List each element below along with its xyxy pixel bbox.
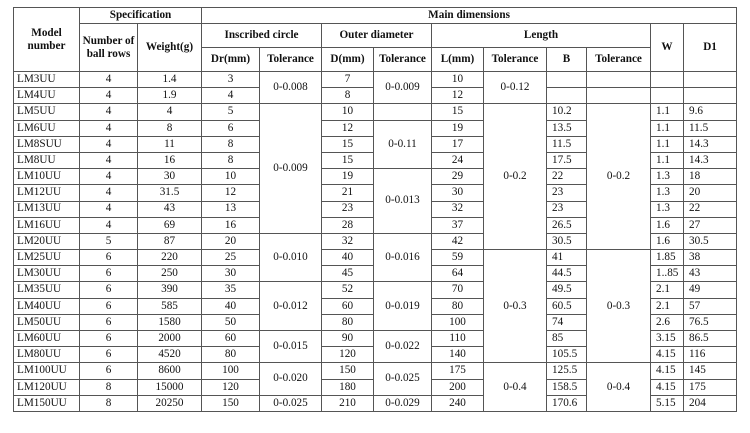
d1-cell: 76.5 bbox=[684, 314, 737, 330]
model-cell: LM100UU bbox=[14, 363, 80, 379]
header-dr-tolerance: Tolerance bbox=[260, 48, 322, 72]
l-tolerance-cell: 0-0.2 bbox=[484, 104, 547, 250]
l-tolerance-cell: 0-0.3 bbox=[484, 250, 547, 363]
l-cell: 110 bbox=[432, 331, 484, 347]
weight-cell: 16 bbox=[138, 152, 202, 168]
d1-cell: 18 bbox=[684, 169, 737, 185]
b-cell: 10.2 bbox=[547, 104, 587, 120]
header-d: D(mm) bbox=[322, 48, 374, 72]
b-cell: 85 bbox=[547, 331, 587, 347]
ball-rows-cell: 4 bbox=[80, 217, 138, 233]
model-cell: LM25UU bbox=[14, 250, 80, 266]
w-cell: 1.1 bbox=[651, 136, 684, 152]
d-cell: 90 bbox=[322, 331, 374, 347]
b-cell: 105.5 bbox=[547, 347, 587, 363]
weight-cell: 250 bbox=[138, 266, 202, 282]
weight-cell: 585 bbox=[138, 298, 202, 314]
d-cell: 7 bbox=[322, 72, 374, 88]
model-cell: LM8UU bbox=[14, 152, 80, 168]
ball-rows-cell: 8 bbox=[80, 395, 138, 411]
d-tolerance-cell: 0-0.029 bbox=[374, 395, 432, 411]
d-cell: 21 bbox=[322, 185, 374, 201]
model-cell: LM30UU bbox=[14, 266, 80, 282]
header-outer-diameter: Outer diameter bbox=[322, 24, 432, 48]
l-cell: 19 bbox=[432, 120, 484, 136]
b-tolerance-cell bbox=[587, 72, 651, 88]
dr-cell: 8 bbox=[202, 136, 260, 152]
weight-cell: 31.5 bbox=[138, 185, 202, 201]
w-cell: 1.1 bbox=[651, 152, 684, 168]
d1-cell: 175 bbox=[684, 379, 737, 395]
dr-cell: 100 bbox=[202, 363, 260, 379]
dr-cell: 50 bbox=[202, 314, 260, 330]
b-tolerance-cell bbox=[587, 88, 651, 104]
ball-rows-cell: 4 bbox=[80, 185, 138, 201]
l-cell: 15 bbox=[432, 104, 484, 120]
ball-rows-cell: 6 bbox=[80, 314, 138, 330]
d-cell: 28 bbox=[322, 217, 374, 233]
l-cell: 100 bbox=[432, 314, 484, 330]
weight-cell: 4520 bbox=[138, 347, 202, 363]
header-b-tolerance: Tolerance bbox=[587, 48, 651, 72]
model-cell: LM6UU bbox=[14, 120, 80, 136]
l-cell: 30 bbox=[432, 185, 484, 201]
w-cell bbox=[651, 88, 684, 104]
header-main-dimensions: Main dimensions bbox=[202, 8, 737, 24]
w-cell: 2.1 bbox=[651, 298, 684, 314]
dr-tolerance-cell: 0-0.008 bbox=[260, 72, 322, 104]
b-cell: 158.5 bbox=[547, 379, 587, 395]
b-tolerance-cell: 0-0.4 bbox=[587, 363, 651, 412]
w-cell: 1.3 bbox=[651, 169, 684, 185]
w-cell: 1.6 bbox=[651, 217, 684, 233]
weight-cell: 1580 bbox=[138, 314, 202, 330]
d1-cell: 20 bbox=[684, 185, 737, 201]
w-cell: 4.15 bbox=[651, 363, 684, 379]
d1-cell: 116 bbox=[684, 347, 737, 363]
d1-cell: 49 bbox=[684, 282, 737, 298]
weight-cell: 20250 bbox=[138, 395, 202, 411]
d1-cell: 22 bbox=[684, 201, 737, 217]
d-cell: 45 bbox=[322, 266, 374, 282]
model-cell: LM10UU bbox=[14, 169, 80, 185]
ball-rows-cell: 4 bbox=[80, 88, 138, 104]
model-cell: LM60UU bbox=[14, 331, 80, 347]
d1-cell: 14.3 bbox=[684, 152, 737, 168]
b-cell: 17.5 bbox=[547, 152, 587, 168]
dr-tolerance-cell: 0-0.025 bbox=[260, 395, 322, 411]
ball-rows-cell: 5 bbox=[80, 233, 138, 249]
header-w: W bbox=[651, 24, 684, 72]
table-row bbox=[14, 72, 737, 88]
w-cell: 2.6 bbox=[651, 314, 684, 330]
d-cell: 19 bbox=[322, 169, 374, 185]
model-cell: LM8SUU bbox=[14, 136, 80, 152]
ball-rows-cell: 4 bbox=[80, 136, 138, 152]
b-cell: 23 bbox=[547, 201, 587, 217]
header-inscribed-circle: Inscribed circle bbox=[202, 24, 322, 48]
d-cell: 10 bbox=[322, 104, 374, 120]
weight-cell: 220 bbox=[138, 250, 202, 266]
dr-tolerance-cell: 0-0.015 bbox=[260, 331, 322, 363]
d-cell: 12 bbox=[322, 120, 374, 136]
ball-rows-cell: 4 bbox=[80, 120, 138, 136]
weight-cell: 1.9 bbox=[138, 88, 202, 104]
ball-rows-cell: 6 bbox=[80, 331, 138, 347]
w-cell bbox=[651, 72, 684, 88]
l-tolerance-cell: 0-0.12 bbox=[484, 72, 547, 104]
dr-cell: 3 bbox=[202, 72, 260, 88]
dr-cell: 20 bbox=[202, 233, 260, 249]
w-cell: 2.1 bbox=[651, 282, 684, 298]
d-cell: 15 bbox=[322, 152, 374, 168]
d1-cell: 9.6 bbox=[684, 104, 737, 120]
b-cell: 11.5 bbox=[547, 136, 587, 152]
d-tolerance-cell: 0-0.022 bbox=[374, 331, 432, 363]
model-cell: LM13UU bbox=[14, 201, 80, 217]
ball-rows-cell: 4 bbox=[80, 201, 138, 217]
dr-cell: 13 bbox=[202, 201, 260, 217]
header-model-number: Model number bbox=[14, 8, 80, 72]
b-cell bbox=[547, 72, 587, 88]
dr-cell: 5 bbox=[202, 104, 260, 120]
weight-cell: 43 bbox=[138, 201, 202, 217]
model-cell: LM3UU bbox=[14, 72, 80, 88]
d1-cell: 145 bbox=[684, 363, 737, 379]
d-cell: 15 bbox=[322, 136, 374, 152]
b-cell: 74 bbox=[547, 314, 587, 330]
dr-cell: 60 bbox=[202, 331, 260, 347]
d-tolerance-cell: 0-0.013 bbox=[374, 169, 432, 234]
b-cell: 44.5 bbox=[547, 266, 587, 282]
d-cell: 80 bbox=[322, 314, 374, 330]
model-cell: LM150UU bbox=[14, 395, 80, 411]
model-cell: LM120UU bbox=[14, 379, 80, 395]
header-d1: D1 bbox=[684, 24, 737, 72]
l-tolerance-cell: 0-0.4 bbox=[484, 363, 547, 412]
d1-cell: 38 bbox=[684, 250, 737, 266]
ball-rows-cell: 6 bbox=[80, 266, 138, 282]
dr-cell: 12 bbox=[202, 185, 260, 201]
dr-cell: 25 bbox=[202, 250, 260, 266]
dr-cell: 4 bbox=[202, 88, 260, 104]
d1-cell: 57 bbox=[684, 298, 737, 314]
d-tolerance-cell: 0-0.016 bbox=[374, 233, 432, 282]
l-cell: 200 bbox=[432, 379, 484, 395]
ball-rows-cell: 4 bbox=[80, 72, 138, 88]
dr-cell: 120 bbox=[202, 379, 260, 395]
ball-rows-cell: 6 bbox=[80, 363, 138, 379]
model-cell: LM50UU bbox=[14, 314, 80, 330]
weight-cell: 390 bbox=[138, 282, 202, 298]
d-cell: 180 bbox=[322, 379, 374, 395]
d-tolerance-cell bbox=[374, 104, 432, 120]
model-cell: LM5UU bbox=[14, 104, 80, 120]
weight-cell: 69 bbox=[138, 217, 202, 233]
b-cell bbox=[547, 88, 587, 104]
dr-cell: 10 bbox=[202, 169, 260, 185]
w-cell: 1.85 bbox=[651, 250, 684, 266]
l-cell: 12 bbox=[432, 88, 484, 104]
dr-cell: 16 bbox=[202, 217, 260, 233]
ball-rows-cell: 6 bbox=[80, 250, 138, 266]
l-cell: 70 bbox=[432, 282, 484, 298]
d-cell: 150 bbox=[322, 363, 374, 379]
b-cell: 22 bbox=[547, 169, 587, 185]
header-dr: Dr(mm) bbox=[202, 48, 260, 72]
b-tolerance-cell: 0-0.2 bbox=[587, 104, 651, 250]
l-cell: 80 bbox=[432, 298, 484, 314]
w-cell: 1.1 bbox=[651, 104, 684, 120]
d1-cell: 86.5 bbox=[684, 331, 737, 347]
l-cell: 37 bbox=[432, 217, 484, 233]
weight-cell: 2000 bbox=[138, 331, 202, 347]
l-cell: 10 bbox=[432, 72, 484, 88]
dr-cell: 30 bbox=[202, 266, 260, 282]
l-cell: 29 bbox=[432, 169, 484, 185]
b-cell: 170.6 bbox=[547, 395, 587, 411]
l-cell: 59 bbox=[432, 250, 484, 266]
header-ball-rows: Number of ball rows bbox=[80, 24, 138, 72]
ball-rows-cell: 6 bbox=[80, 282, 138, 298]
table-body bbox=[14, 72, 737, 412]
w-cell: 1.3 bbox=[651, 185, 684, 201]
b-tolerance-cell: 0-0.3 bbox=[587, 250, 651, 363]
header-specification: Specification bbox=[80, 8, 202, 24]
ball-rows-cell: 6 bbox=[80, 298, 138, 314]
weight-cell: 8600 bbox=[138, 363, 202, 379]
w-cell: 1.1 bbox=[651, 120, 684, 136]
w-cell: 4.15 bbox=[651, 379, 684, 395]
l-cell: 140 bbox=[432, 347, 484, 363]
model-cell: LM12UU bbox=[14, 185, 80, 201]
d1-cell: 27 bbox=[684, 217, 737, 233]
header-length: Length bbox=[432, 24, 651, 48]
b-cell: 60.5 bbox=[547, 298, 587, 314]
d-cell: 60 bbox=[322, 298, 374, 314]
model-cell: LM80UU bbox=[14, 347, 80, 363]
dr-tolerance-cell: 0-0.012 bbox=[260, 282, 322, 331]
d1-cell: 204 bbox=[684, 395, 737, 411]
l-cell: 17 bbox=[432, 136, 484, 152]
dr-cell: 80 bbox=[202, 347, 260, 363]
d1-cell: 30.5 bbox=[684, 233, 737, 249]
d1-cell bbox=[684, 88, 737, 104]
d-cell: 8 bbox=[322, 88, 374, 104]
model-cell: LM40UU bbox=[14, 298, 80, 314]
header-weight: Weight(g) bbox=[138, 24, 202, 72]
ball-rows-cell: 8 bbox=[80, 379, 138, 395]
table-row bbox=[14, 363, 737, 379]
weight-cell: 1.4 bbox=[138, 72, 202, 88]
d1-cell bbox=[684, 72, 737, 88]
table-row bbox=[14, 104, 737, 120]
l-cell: 175 bbox=[432, 363, 484, 379]
w-cell: 1..85 bbox=[651, 266, 684, 282]
model-cell: LM16UU bbox=[14, 217, 80, 233]
d-cell: 210 bbox=[322, 395, 374, 411]
d-tolerance-cell: 0-0.11 bbox=[374, 120, 432, 169]
w-cell: 5.15 bbox=[651, 395, 684, 411]
l-cell: 240 bbox=[432, 395, 484, 411]
weight-cell: 4 bbox=[138, 104, 202, 120]
l-cell: 32 bbox=[432, 201, 484, 217]
model-cell: LM4UU bbox=[14, 88, 80, 104]
d-tolerance-cell: 0-0.009 bbox=[374, 72, 432, 104]
weight-cell: 30 bbox=[138, 169, 202, 185]
model-cell: LM35UU bbox=[14, 282, 80, 298]
bearing-spec-table bbox=[13, 7, 736, 418]
ball-rows-cell: 6 bbox=[80, 347, 138, 363]
w-cell: 3.15 bbox=[651, 331, 684, 347]
d-tolerance-cell: 0-0.019 bbox=[374, 282, 432, 331]
dr-tolerance-cell: 0-0.009 bbox=[260, 104, 322, 234]
d-cell: 52 bbox=[322, 282, 374, 298]
d1-cell: 11.5 bbox=[684, 120, 737, 136]
dr-tolerance-cell: 0-0.010 bbox=[260, 233, 322, 282]
b-cell: 49.5 bbox=[547, 282, 587, 298]
model-cell: LM20UU bbox=[14, 233, 80, 249]
ball-rows-cell: 4 bbox=[80, 104, 138, 120]
b-cell: 41 bbox=[547, 250, 587, 266]
b-cell: 26.5 bbox=[547, 217, 587, 233]
d-tolerance-cell: 0-0.025 bbox=[374, 363, 432, 395]
header-b: B bbox=[547, 48, 587, 72]
b-cell: 125.5 bbox=[547, 363, 587, 379]
d-cell: 23 bbox=[322, 201, 374, 217]
w-cell: 1.6 bbox=[651, 233, 684, 249]
w-cell: 1.3 bbox=[651, 201, 684, 217]
header-l-tolerance: Tolerance bbox=[484, 48, 547, 72]
d1-cell: 43 bbox=[684, 266, 737, 282]
dr-cell: 35 bbox=[202, 282, 260, 298]
d-cell: 32 bbox=[322, 233, 374, 249]
dr-cell: 40 bbox=[202, 298, 260, 314]
dr-cell: 8 bbox=[202, 152, 260, 168]
l-cell: 64 bbox=[432, 266, 484, 282]
weight-cell: 8 bbox=[138, 120, 202, 136]
d1-cell: 14.3 bbox=[684, 136, 737, 152]
weight-cell: 11 bbox=[138, 136, 202, 152]
d-cell: 120 bbox=[322, 347, 374, 363]
dr-cell: 6 bbox=[202, 120, 260, 136]
b-cell: 13.5 bbox=[547, 120, 587, 136]
header-l: L(mm) bbox=[432, 48, 484, 72]
ball-rows-cell: 4 bbox=[80, 169, 138, 185]
l-cell: 42 bbox=[432, 233, 484, 249]
header-d-tolerance: Tolerance bbox=[374, 48, 432, 72]
b-cell: 23 bbox=[547, 185, 587, 201]
d-cell: 40 bbox=[322, 250, 374, 266]
l-cell: 24 bbox=[432, 152, 484, 168]
b-cell: 30.5 bbox=[547, 233, 587, 249]
dr-tolerance-cell: 0-0.020 bbox=[260, 363, 322, 395]
weight-cell: 15000 bbox=[138, 379, 202, 395]
weight-cell: 87 bbox=[138, 233, 202, 249]
w-cell: 4.15 bbox=[651, 347, 684, 363]
dr-cell: 150 bbox=[202, 395, 260, 411]
spec-table bbox=[13, 7, 737, 412]
ball-rows-cell: 4 bbox=[80, 152, 138, 168]
